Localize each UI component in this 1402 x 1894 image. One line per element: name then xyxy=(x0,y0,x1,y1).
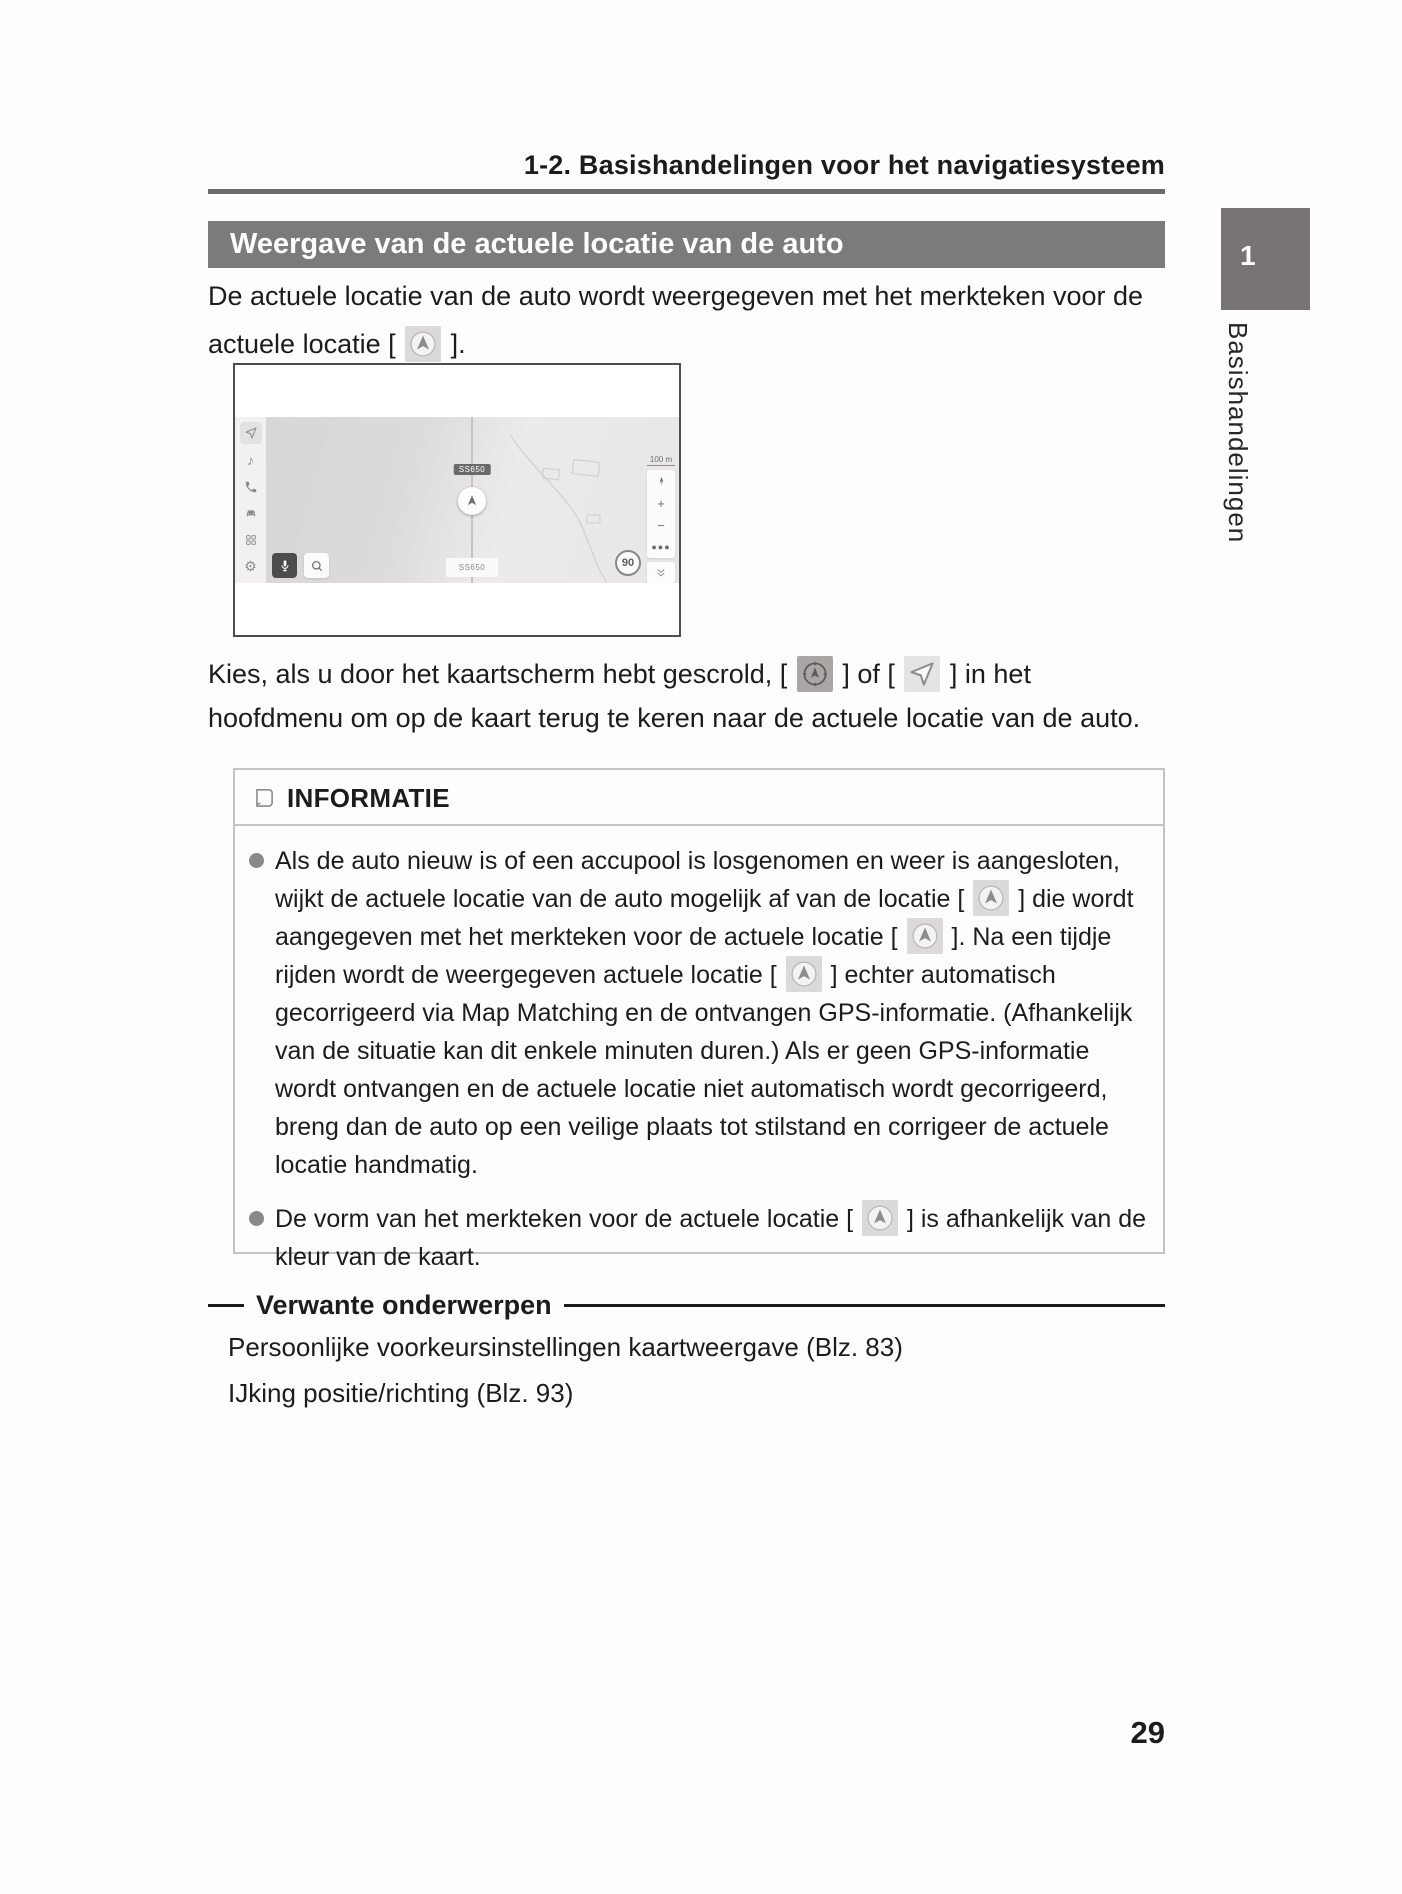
bullet2-seg2: ] is afhankelijk van de kleur van de kaart. xyxy=(275,1205,1147,1271)
information-title: INFORMATIE xyxy=(287,783,450,813)
intro-text-1: De actuele locatie van de auto wordt weergegeven met het merkteken voor de actuele locatie [ xyxy=(208,281,1144,359)
bullet1-seg3: ]. Na een tijdje rijden wordt de weergegeven actuele locatie [ xyxy=(275,923,1112,989)
map-control-panel xyxy=(647,470,675,558)
settings-gear-icon: ⚙ xyxy=(244,558,257,575)
intro-text-2: ]. xyxy=(450,329,466,359)
app-grid-icon xyxy=(240,529,262,551)
current-location-marker-icon xyxy=(907,918,943,954)
music-icon: ♪ xyxy=(247,451,254,468)
section-header: 1-2. Basishandelingen voor het navigatiesysteem xyxy=(523,150,1165,180)
compass-icon xyxy=(647,470,675,492)
nav-map-area xyxy=(235,417,679,583)
current-location-marker-icon xyxy=(973,880,1009,916)
page-title: Weergave van de actuele locatie van de auto xyxy=(208,221,1165,268)
map-controls xyxy=(647,455,675,583)
information-body xyxy=(235,826,1163,1276)
search-button xyxy=(304,553,329,578)
bullet1-seg4: ] echter automatisch gecorrigeerd via Map Matching en de ontvangen GPS-informatie. (Afhankelijk van de situatie kan dit enkele minuten duren.) Als er geen GPS-informatie wordt ontvangen en de actuele locatie niet automatisch wordt gecorrigeerd, breng dan de auto op een veilige plaats tot stilstand en corrigeer de actuele locatie handmatig. xyxy=(275,961,1133,1179)
collapse-chevrons-button xyxy=(647,562,675,583)
information-header xyxy=(235,770,1163,826)
microphone-button xyxy=(272,553,297,578)
current-location-marker-icon xyxy=(862,1200,898,1236)
current-location-marker-icon xyxy=(786,956,822,992)
bullet-dot xyxy=(249,842,275,1184)
related-topics-header xyxy=(208,1290,1165,1321)
speed-limit-sign: 90 xyxy=(615,550,641,576)
scroll-text-1: Kies, als u door het kaartscherm hebt gescrold, [ xyxy=(208,659,788,689)
nav-cursor-menu-icon xyxy=(904,656,940,692)
related-link-position-calibration[interactable]: IJking positie/richting (Blz. 93) xyxy=(228,1378,574,1408)
header-rule xyxy=(208,189,1165,194)
info-bullet-2 xyxy=(249,1200,1149,1276)
scroll-text-2: ] of [ xyxy=(842,659,895,689)
phone-icon xyxy=(240,476,262,498)
zoom-in-button: + xyxy=(657,495,665,511)
bullet2-seg1: De vorm van het merkteken voor de actuele locatie [ xyxy=(275,1205,854,1233)
related-link-map-preferences[interactable]: Persoonlijke voorkeursinstellingen kaartweergave (Blz. 83) xyxy=(228,1332,903,1362)
road-name-bar: SS650 xyxy=(446,558,498,577)
chapter-label-vertical: Basishandelingen xyxy=(1223,322,1253,544)
book-icon xyxy=(251,786,277,812)
nav-cursor-icon xyxy=(240,422,262,444)
bullet-dot xyxy=(249,1200,275,1276)
scroll-text-3a: ] in het xyxy=(949,659,1031,689)
information-box xyxy=(233,768,1165,1271)
more-options-button: ●●● xyxy=(651,542,671,552)
related-title: Verwante onderwerpen xyxy=(256,1290,552,1320)
zoom-out-button: − xyxy=(657,517,665,533)
bullet1-seg1: Als de auto nieuw is of een accupool is losgenomen en weer is aangesloten, wijkt de actuele locatie van de auto mogelijk af van de locatie [ xyxy=(275,847,1120,913)
map-scale: 100 m xyxy=(647,455,675,466)
info-bullet-1 xyxy=(249,842,1149,1184)
nav-screen-figure xyxy=(233,363,681,637)
current-location-marker-icon xyxy=(405,326,441,362)
chapter-tab: 1 xyxy=(1221,208,1310,310)
road-name-badge: SS650 xyxy=(454,464,491,475)
car-location-marker xyxy=(458,487,486,515)
page-number: 29 xyxy=(1130,1715,1165,1750)
compass-return-icon xyxy=(797,656,833,692)
bullet1-seg2: ] die wordt aangegeven met het merkteken voor de actuele locatie [ xyxy=(275,885,1134,951)
scroll-text-3b: hoofdmenu om op de kaart terug te keren naar de actuele locatie van de auto. xyxy=(208,703,1141,733)
info-bullet-1-text xyxy=(275,842,1149,1184)
intro-paragraph xyxy=(208,272,1166,368)
info-bullet-2-text xyxy=(275,1200,1149,1276)
car-icon xyxy=(240,502,262,524)
related-rule xyxy=(564,1304,1165,1307)
scroll-paragraph xyxy=(208,652,1166,740)
related-dash xyxy=(208,1304,244,1307)
nav-sidebar xyxy=(235,417,266,583)
